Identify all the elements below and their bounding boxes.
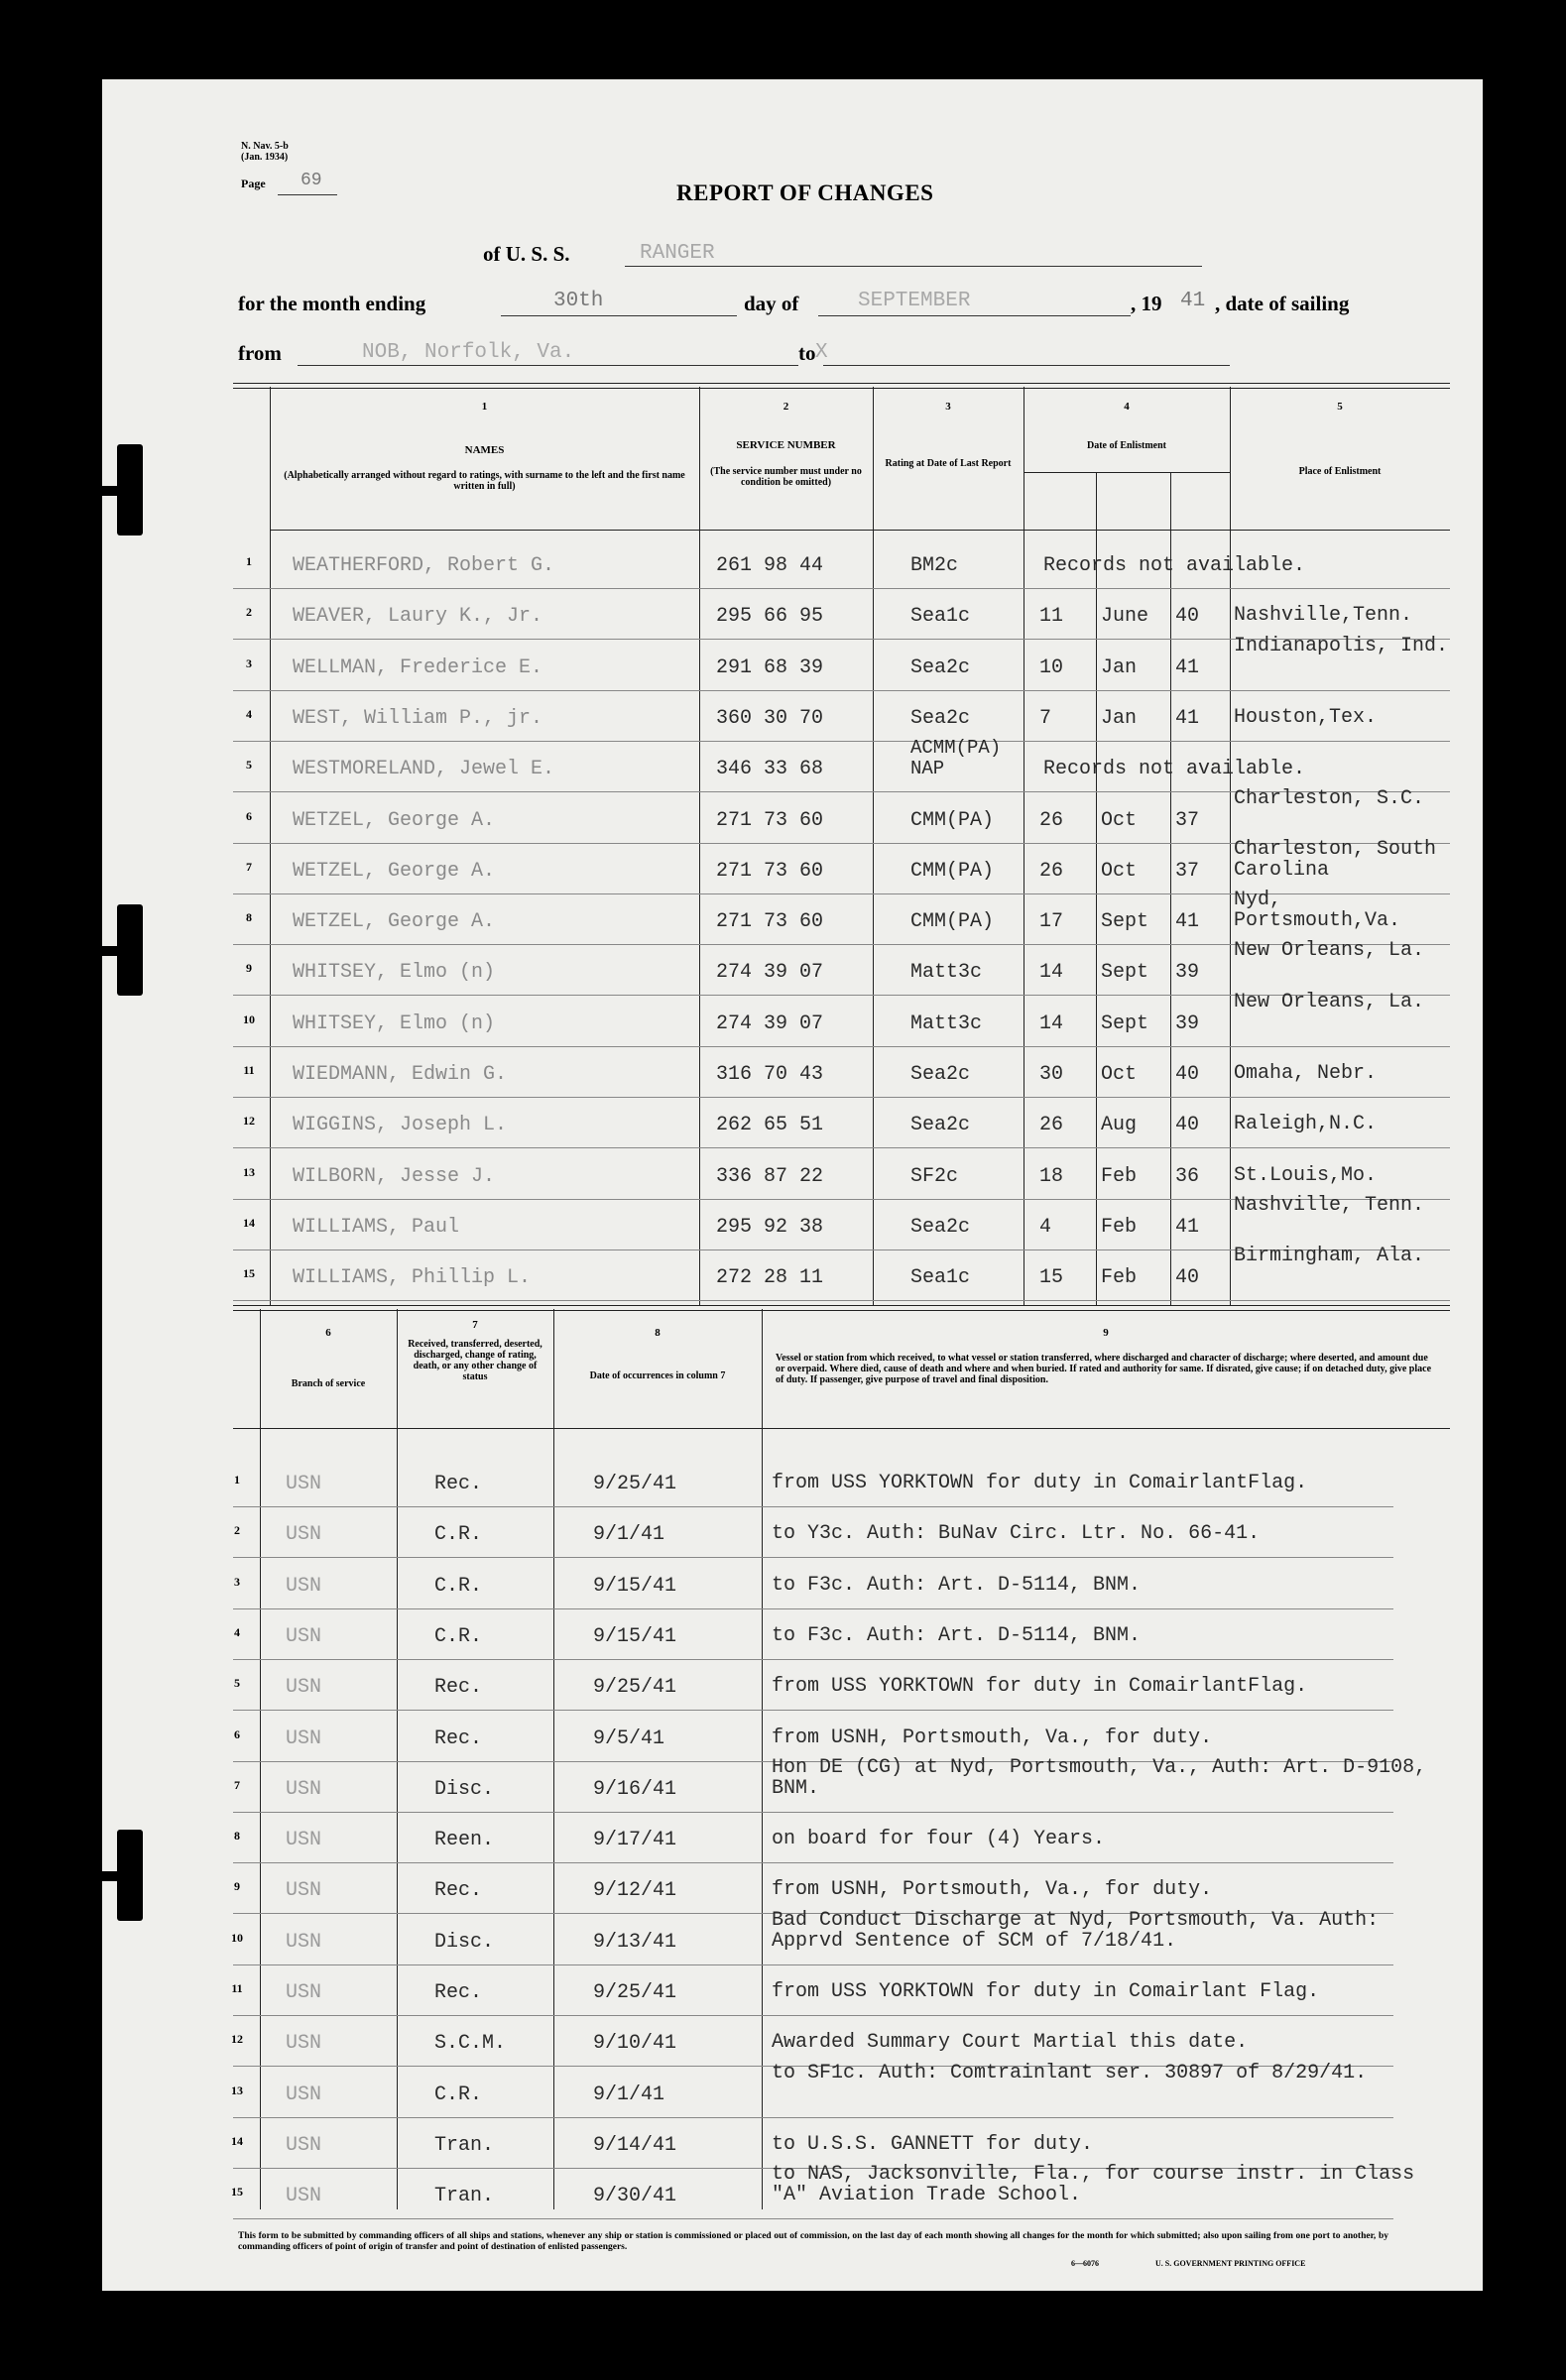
- rating: SF2c: [910, 1164, 959, 1188]
- row-rule: [233, 1659, 1393, 1660]
- row-number: 13: [243, 1164, 255, 1179]
- bottom-table-rule: [233, 1305, 1450, 1311]
- col-5-number: 5: [1337, 401, 1343, 413]
- enlist-year: 36: [1175, 1164, 1200, 1188]
- remarks: to U.S.S. GANNETT for duty.: [772, 2132, 1094, 2156]
- row-number: 6: [246, 808, 252, 823]
- branch: USN: [286, 2032, 322, 2056]
- status-change: Rec.: [434, 1879, 483, 1903]
- day-of-label: day of: [744, 292, 799, 315]
- row-number: 3: [234, 1574, 240, 1589]
- row-number: 2: [246, 605, 252, 620]
- remarks: to SF1c. Auth: Comtrainlant ser. 30897 of 8/29/41.: [772, 2061, 1368, 2084]
- date-of-sailing-label: , date of sailing: [1215, 292, 1350, 315]
- row-rule: [233, 588, 1450, 589]
- enlist-year: 40: [1175, 605, 1200, 629]
- enlist-place: Charleston, S.C.: [1234, 786, 1425, 810]
- row-number: 8: [234, 1829, 240, 1844]
- rating: Matt3c: [910, 1012, 983, 1035]
- to-label: to: [798, 341, 816, 365]
- row-rule: [233, 1812, 1393, 1813]
- enlist-day: 26: [1039, 859, 1064, 883]
- col-occurrence-date-header: Date of occurrences in column 7: [589, 1370, 726, 1381]
- row-rule: [233, 1506, 1393, 1507]
- member-name: WHITSEY, Elmo (n): [293, 1012, 496, 1035]
- row-rule: [233, 690, 1450, 691]
- enlist-year: 37: [1175, 859, 1200, 883]
- service-number: 360 30 70: [716, 706, 824, 730]
- remarks: from USS YORKTOWN for duty in ComairlantFlag.: [772, 1675, 1308, 1699]
- form-instructions: This form to be submitted by commanding officers of all ships and stations, whenever any ship or station is commissioned or placed out of commission, on the last day of each month showing all changes for the month for which submitted; also upon sailing from one port to another, by commanding officers of point of origin of transfer and point of destination of enlisted passengers.: [238, 2231, 1388, 2252]
- status-change: Tran.: [434, 2185, 495, 2208]
- status-change: Reen.: [434, 1829, 495, 1852]
- remarks: to F3c. Auth: Art. D-5114, BNM.: [772, 1623, 1142, 1647]
- enlist-day: 26: [1039, 808, 1064, 832]
- enlist-month: Oct: [1101, 1063, 1138, 1086]
- occurrence-date: 9/14/41: [593, 2133, 677, 2157]
- row-rule: [233, 1300, 1450, 1301]
- enlist-place: Raleigh,N.C.: [1234, 1113, 1378, 1136]
- to-value: X: [815, 341, 828, 364]
- row-number: 7: [234, 1777, 240, 1792]
- enlist-place: St.Louis,Mo.: [1234, 1163, 1378, 1187]
- enlist-place: Indianapolis, Ind.: [1234, 634, 1449, 657]
- row-rule: [233, 1097, 1450, 1098]
- status-change: Rec.: [434, 1473, 483, 1495]
- status-change: C.R.: [434, 1624, 483, 1648]
- form-code: 6—6076: [1071, 2259, 1099, 2268]
- member-name: WHITSEY, Elmo (n): [293, 961, 496, 985]
- enlist-day: 15: [1039, 1266, 1064, 1290]
- member-name: WETZEL, George A.: [293, 859, 496, 883]
- member-name: WILBORN, Jesse J.: [293, 1164, 496, 1188]
- col-service-number-header: SERVICE NUMBER: [736, 439, 836, 451]
- branch: USN: [286, 1523, 322, 1547]
- enlist-day: 30: [1039, 1063, 1064, 1086]
- row-rule: [233, 1964, 1393, 1965]
- page-label: Page: [241, 177, 266, 190]
- row-rule: [233, 1608, 1393, 1609]
- enlist-month: Jan: [1101, 655, 1138, 679]
- occurrence-date: 9/25/41: [593, 1981, 677, 2004]
- enlist-month: Oct: [1101, 808, 1138, 832]
- enlist-day: 10: [1039, 655, 1064, 679]
- occurrence-date: 9/12/41: [593, 1879, 677, 1903]
- rating: Matt3c: [910, 961, 983, 985]
- row-rule: [233, 1557, 1393, 1558]
- row-number: 9: [246, 961, 252, 976]
- occurrence-date: 9/10/41: [593, 2032, 677, 2056]
- enlist-month: Sept: [1101, 1012, 1149, 1035]
- enlist-year: 40: [1175, 1114, 1200, 1137]
- col-remarks-header: Vessel or station from which received, to what vessel or station transferred, where discharged and character of discharge; where deserted, and amount due or overpaid. Where died, cause of death and where and when buried. If rated and authority for same. If disrated, give cause; if on detached duty, give place of duty. If passenger, give purpose of travel and final disposition.: [776, 1353, 1432, 1385]
- rating: Sea2c: [910, 1114, 971, 1137]
- year-value: 41: [1180, 290, 1206, 312]
- col-branch-header: Branch of service: [291, 1378, 366, 1389]
- row-number: 5: [246, 758, 252, 773]
- row-rule: [233, 1862, 1393, 1863]
- row-number: 10: [231, 1930, 243, 1945]
- enlist-place: New Orleans, La.: [1234, 990, 1425, 1013]
- enlist-year: 37: [1175, 808, 1200, 832]
- col-4-number: 4: [1124, 401, 1130, 413]
- service-number: 346 33 68: [716, 758, 824, 781]
- service-number: 274 39 07: [716, 1012, 824, 1035]
- remarks: from USNH, Portsmouth, Va., for duty.: [772, 1878, 1213, 1902]
- branch: USN: [286, 1473, 322, 1495]
- row-number: 4: [234, 1624, 240, 1639]
- availability-note: Records not available.: [1043, 758, 1306, 781]
- page-number: 69: [301, 171, 322, 190]
- branch: USN: [286, 1777, 322, 1801]
- member-name: WETZEL, George A.: [293, 910, 496, 934]
- row-number: 14: [243, 1215, 255, 1230]
- rating: CMM(PA): [910, 859, 995, 883]
- row-number: 15: [231, 2185, 243, 2200]
- status-change: S.C.M.: [434, 2032, 507, 2056]
- status-change: C.R.: [434, 1523, 483, 1547]
- member-name: WILLIAMS, Phillip L.: [293, 1266, 532, 1290]
- remarks: from USNH, Portsmouth, Va., for duty.: [772, 1726, 1213, 1749]
- remarks: on board for four (4) Years.: [772, 1828, 1106, 1851]
- enlist-place: Charleston, South Carolina: [1234, 837, 1437, 882]
- row-rule: [233, 1046, 1450, 1047]
- row-number: 3: [246, 655, 252, 670]
- service-number: 295 92 38: [716, 1215, 824, 1239]
- service-number: 336 87 22: [716, 1164, 824, 1188]
- enlist-year: 39: [1175, 1012, 1200, 1035]
- month-value: SEPTEMBER: [858, 290, 971, 312]
- enlist-year: 40: [1175, 1063, 1200, 1086]
- binder-tab: [117, 1830, 143, 1921]
- service-number: 271 73 60: [716, 859, 824, 883]
- service-number: 274 39 07: [716, 961, 824, 985]
- branch: USN: [286, 1930, 322, 1954]
- occurrence-date: 9/17/41: [593, 1829, 677, 1852]
- col-service-number-note: (The service number must under no condition be omitted): [710, 466, 862, 488]
- enlist-place: Nashville, Tenn.: [1234, 1193, 1425, 1217]
- row-number: 4: [246, 706, 252, 721]
- service-number: 261 98 44: [716, 554, 824, 577]
- occurrence-date: 9/5/41: [593, 1726, 665, 1750]
- page-title: REPORT OF CHANGES: [676, 180, 934, 205]
- member-name: WEAVER, Laury K., Jr.: [293, 605, 543, 629]
- col-7-number: 7: [472, 1319, 478, 1331]
- row-number: 5: [234, 1676, 240, 1691]
- branch: USN: [286, 1726, 322, 1750]
- enlist-month: Aug: [1101, 1114, 1138, 1137]
- rating: CMM(PA): [910, 910, 995, 934]
- service-number: 271 73 60: [716, 808, 824, 832]
- row-rule: [233, 2117, 1393, 2118]
- col-names-note: (Alphabetically arranged without regard to ratings, with surname to the left and the first name written in full): [284, 470, 685, 492]
- enlist-day: 14: [1039, 961, 1064, 985]
- occurrence-date: 9/13/41: [593, 1930, 677, 1954]
- row-number: 11: [231, 1981, 243, 1995]
- status-change: Rec.: [434, 1726, 483, 1750]
- occurrence-date: 9/30/41: [593, 2185, 677, 2208]
- rating: Sea2c: [910, 1063, 971, 1086]
- enlist-place: Birmingham, Ala.: [1234, 1245, 1425, 1268]
- member-name: WETZEL, George A.: [293, 808, 496, 832]
- branch: USN: [286, 2133, 322, 2157]
- occurrence-date: 9/25/41: [593, 1676, 677, 1700]
- col-8-number: 8: [655, 1327, 661, 1339]
- form-id: N. Nav. 5-b (Jan. 1934): [241, 141, 289, 163]
- occurrence-date: 9/15/41: [593, 1574, 677, 1598]
- member-name: WIEDMANN, Edwin G.: [293, 1063, 508, 1086]
- enlist-place: New Orleans, La.: [1234, 939, 1425, 963]
- ship-label: of U. S. S.: [483, 242, 570, 266]
- row-number: 15: [243, 1266, 255, 1281]
- enlist-day: 7: [1039, 706, 1052, 730]
- enlist-year: 41: [1175, 910, 1200, 934]
- status-change: Rec.: [434, 1676, 483, 1700]
- remarks: to Y3c. Auth: BuNav Circ. Ltr. No. 66-41.: [772, 1522, 1261, 1546]
- enlist-month: Sept: [1101, 961, 1149, 985]
- enlist-year: 41: [1175, 1215, 1200, 1239]
- enlist-day: 26: [1039, 1114, 1064, 1137]
- row-number: 13: [231, 2082, 243, 2097]
- row-number: 9: [234, 1879, 240, 1894]
- rating: CMM(PA): [910, 808, 995, 832]
- row-number: 1: [234, 1473, 240, 1487]
- occurrence-date: 9/1/41: [593, 2082, 665, 2106]
- branch: USN: [286, 1829, 322, 1852]
- row-number: 8: [246, 910, 252, 925]
- service-number: 272 28 11: [716, 1266, 824, 1290]
- enlist-day: 11: [1039, 605, 1064, 629]
- occurrence-date: 9/25/41: [593, 1473, 677, 1495]
- row-number: 2: [234, 1523, 240, 1538]
- remarks: Bad Conduct Discharge at Nyd, Portsmouth, Va. Auth: Apprvd Sentence of SCM of 7/18/41.: [772, 1908, 1380, 1953]
- member-name: WEATHERFORD, Robert G.: [293, 554, 555, 577]
- enlist-month: Feb: [1101, 1215, 1138, 1239]
- enlist-year: 41: [1175, 706, 1200, 730]
- row-number: 12: [243, 1114, 255, 1129]
- member-name: WIGGINS, Joseph L.: [293, 1114, 508, 1137]
- month-ending-label: for the month ending: [238, 292, 426, 315]
- rating: Sea2c: [910, 1215, 971, 1239]
- binder-tab: [117, 904, 143, 996]
- branch: USN: [286, 1624, 322, 1648]
- enlist-month: Feb: [1101, 1164, 1138, 1188]
- top-table-rule: [233, 383, 1450, 389]
- col-names-header: NAMES: [464, 444, 505, 456]
- remarks: from USS YORKTOWN for duty in Comairlant Flag.: [772, 1980, 1320, 2003]
- member-name: WELLMAN, Frederice E.: [293, 655, 543, 679]
- enlist-place: Houston,Tex.: [1234, 705, 1378, 729]
- row-rule: [233, 741, 1450, 742]
- enlist-day: 17: [1039, 910, 1064, 934]
- row-number: 6: [234, 1726, 240, 1741]
- row-rule: [233, 1147, 1450, 1148]
- rating: Sea1c: [910, 1266, 971, 1290]
- status-change: Disc.: [434, 1777, 495, 1801]
- col-6-number: 6: [325, 1327, 331, 1339]
- member-name: WILLIAMS, Paul: [293, 1215, 460, 1239]
- rating: ACMM(PA) NAP: [910, 737, 1002, 780]
- enlist-month: Feb: [1101, 1266, 1138, 1290]
- branch: USN: [286, 1981, 322, 2004]
- member-name: WESTMORELAND, Jewel E.: [293, 758, 555, 781]
- rating: Sea1c: [910, 605, 971, 629]
- branch: USN: [286, 2185, 322, 2208]
- from-label: from: [238, 341, 282, 365]
- enlist-month: Sept: [1101, 910, 1149, 934]
- remarks: Awarded Summary Court Martial this date.: [772, 2031, 1249, 2055]
- enlist-place: Nashville,Tenn.: [1234, 604, 1413, 628]
- row-rule: [233, 2218, 1393, 2219]
- col-2-number: 2: [783, 401, 789, 413]
- enlist-month: June: [1101, 605, 1149, 629]
- col-9-number: 9: [1103, 1327, 1109, 1339]
- row-number: 7: [246, 859, 252, 874]
- remarks: Hon DE (CG) at Nyd, Portsmouth, Va., Auth: Art. D-9108, BNM.: [772, 1755, 1427, 1800]
- row-number: 1: [246, 554, 252, 568]
- status-change: Rec.: [434, 1981, 483, 2004]
- rating: BM2c: [910, 554, 959, 577]
- branch: USN: [286, 2082, 322, 2106]
- ship-name: RANGER: [640, 242, 715, 265]
- occurrence-date: 9/15/41: [593, 1624, 677, 1648]
- col-enlistment-place-header: Place of Enlistment: [1298, 466, 1382, 477]
- row-rule: [233, 1710, 1393, 1711]
- status-change: C.R.: [434, 2082, 483, 2106]
- status-change: C.R.: [434, 1574, 483, 1598]
- col-1-number: 1: [481, 401, 488, 413]
- enlist-month: Oct: [1101, 859, 1138, 883]
- col-3-number: 3: [945, 401, 951, 413]
- enlist-day: 4: [1039, 1215, 1052, 1239]
- service-number: 262 65 51: [716, 1114, 824, 1137]
- branch: USN: [286, 1574, 322, 1598]
- from-value: NOB, Norfolk, Va.: [362, 341, 575, 364]
- service-number: 295 66 95: [716, 605, 824, 629]
- binder-tab: [117, 444, 143, 536]
- remarks: to NAS, Jacksonville, Fla., for course instr. in Class "A" Aviation Trade School.: [772, 2163, 1415, 2207]
- enlist-year: 41: [1175, 655, 1200, 679]
- rating: Sea2c: [910, 706, 971, 730]
- service-number: 271 73 60: [716, 910, 824, 934]
- printer-imprint: U. S. GOVERNMENT PRINTING OFFICE: [1155, 2259, 1306, 2268]
- enlist-place: Nyd, Portsmouth,Va.: [1234, 889, 1401, 933]
- availability-note: Records not available.: [1043, 554, 1306, 577]
- row-number: 11: [243, 1063, 255, 1077]
- col-rating-header: Rating at Date of Last Report: [885, 458, 1012, 469]
- enlist-day: 14: [1039, 1012, 1064, 1035]
- branch: USN: [286, 1676, 322, 1700]
- service-number: 316 70 43: [716, 1063, 824, 1086]
- col-enlistment-date-header: Date of Enlistment: [1087, 440, 1166, 451]
- occurrence-date: 9/1/41: [593, 1523, 665, 1547]
- enlist-month: Jan: [1101, 706, 1138, 730]
- remarks: from USS YORKTOWN for duty in ComairlantFlag.: [772, 1472, 1308, 1494]
- row-number: 10: [243, 1012, 255, 1026]
- rating: Sea2c: [910, 655, 971, 679]
- day-value: 30th: [553, 290, 604, 312]
- occurrence-date: 9/16/41: [593, 1777, 677, 1801]
- enlist-place: Omaha, Nebr.: [1234, 1062, 1378, 1085]
- row-rule: [233, 2015, 1393, 2016]
- status-change: Disc.: [434, 1930, 495, 1954]
- status-change: Tran.: [434, 2133, 495, 2157]
- enlist-year: 39: [1175, 961, 1200, 985]
- row-number: 14: [231, 2133, 243, 2148]
- enlist-day: 18: [1039, 1164, 1064, 1188]
- year-label: , 19: [1131, 292, 1162, 315]
- row-number: 12: [231, 2032, 243, 2047]
- service-number: 291 68 39: [716, 655, 824, 679]
- col-status-change-header: Received, transferred, deserted, discharged, change of rating, death, or any other change of status: [408, 1339, 542, 1382]
- branch: USN: [286, 1879, 322, 1903]
- remarks: to F3c. Auth: Art. D-5114, BNM.: [772, 1573, 1142, 1597]
- member-name: WEST, William P., jr.: [293, 706, 543, 730]
- enlist-year: 40: [1175, 1266, 1200, 1290]
